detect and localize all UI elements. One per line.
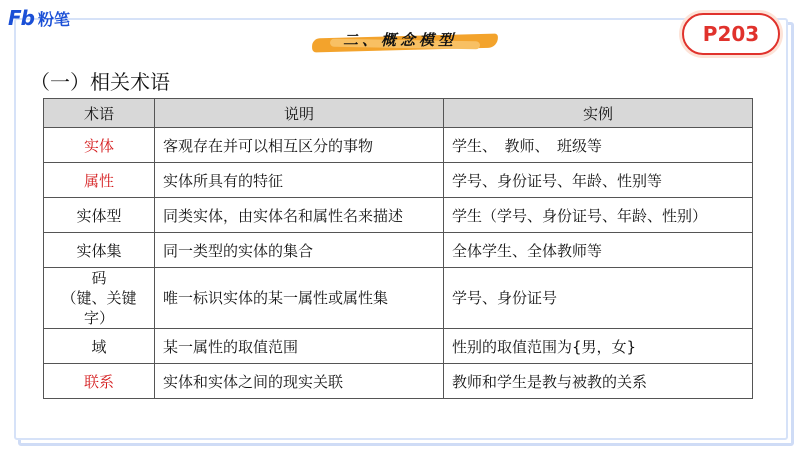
example-cell: 学生、 教师、 班级等 [444, 128, 753, 163]
header-term: 术语 [44, 99, 155, 128]
description-cell: 某一属性的取值范围 [155, 329, 444, 364]
table-row [44, 268, 753, 329]
table-row [44, 198, 753, 233]
example-cell: 性别的取值范围为{男，女} [444, 329, 753, 364]
term-cell: 联系 [44, 364, 155, 399]
term-sub: （键、关键字） [61, 289, 137, 327]
logo-text: 粉笔 [37, 9, 70, 29]
term-cell: 实体集 [44, 233, 155, 268]
example-cell: 学生（学号、身份证号、年龄、性别） [444, 198, 753, 233]
terms-table [43, 98, 753, 399]
example-cell: 全体学生、全体教师等 [444, 233, 753, 268]
table-row [44, 364, 753, 399]
description-cell: 同一类型的实体的集合 [155, 233, 444, 268]
table-row [44, 233, 753, 268]
term-cell: 实体型 [44, 198, 155, 233]
section-title [300, 26, 500, 52]
table-row [44, 128, 753, 163]
page-badge-text: P203 [702, 22, 760, 46]
term-cell: 属性 [44, 163, 155, 198]
term-cell: 实体 [44, 128, 155, 163]
description-cell: 实体和实体之间的现实关联 [155, 364, 444, 399]
description-cell: 唯一标识实体的某一属性或属性集 [155, 268, 444, 329]
table-header-row [44, 99, 753, 128]
example-cell: 学号、身份证号 [444, 268, 753, 329]
table-row [44, 163, 753, 198]
header-description: 说明 [155, 99, 444, 128]
description-cell: 客观存在并可以相互区分的事物 [155, 128, 444, 163]
header-example: 实例 [444, 99, 753, 128]
term-main: 码 [91, 269, 107, 287]
term-cell [44, 268, 155, 329]
example-cell: 学号、身份证号、年龄、性别等 [444, 163, 753, 198]
page-subtitle: （一）相关术语 [30, 70, 170, 94]
logo-mark-icon: Fb [8, 6, 34, 30]
term-cell: 域 [44, 329, 155, 364]
section-title-text: 二、概念模型 [342, 30, 457, 49]
description-cell: 实体所具有的特征 [155, 163, 444, 198]
brand-logo [8, 6, 70, 30]
example-cell: 教师和学生是教与被教的关系 [444, 364, 753, 399]
table-row [44, 329, 753, 364]
page-badge [682, 13, 780, 55]
description-cell: 同类实体，由实体名和属性名来描述 [155, 198, 444, 233]
